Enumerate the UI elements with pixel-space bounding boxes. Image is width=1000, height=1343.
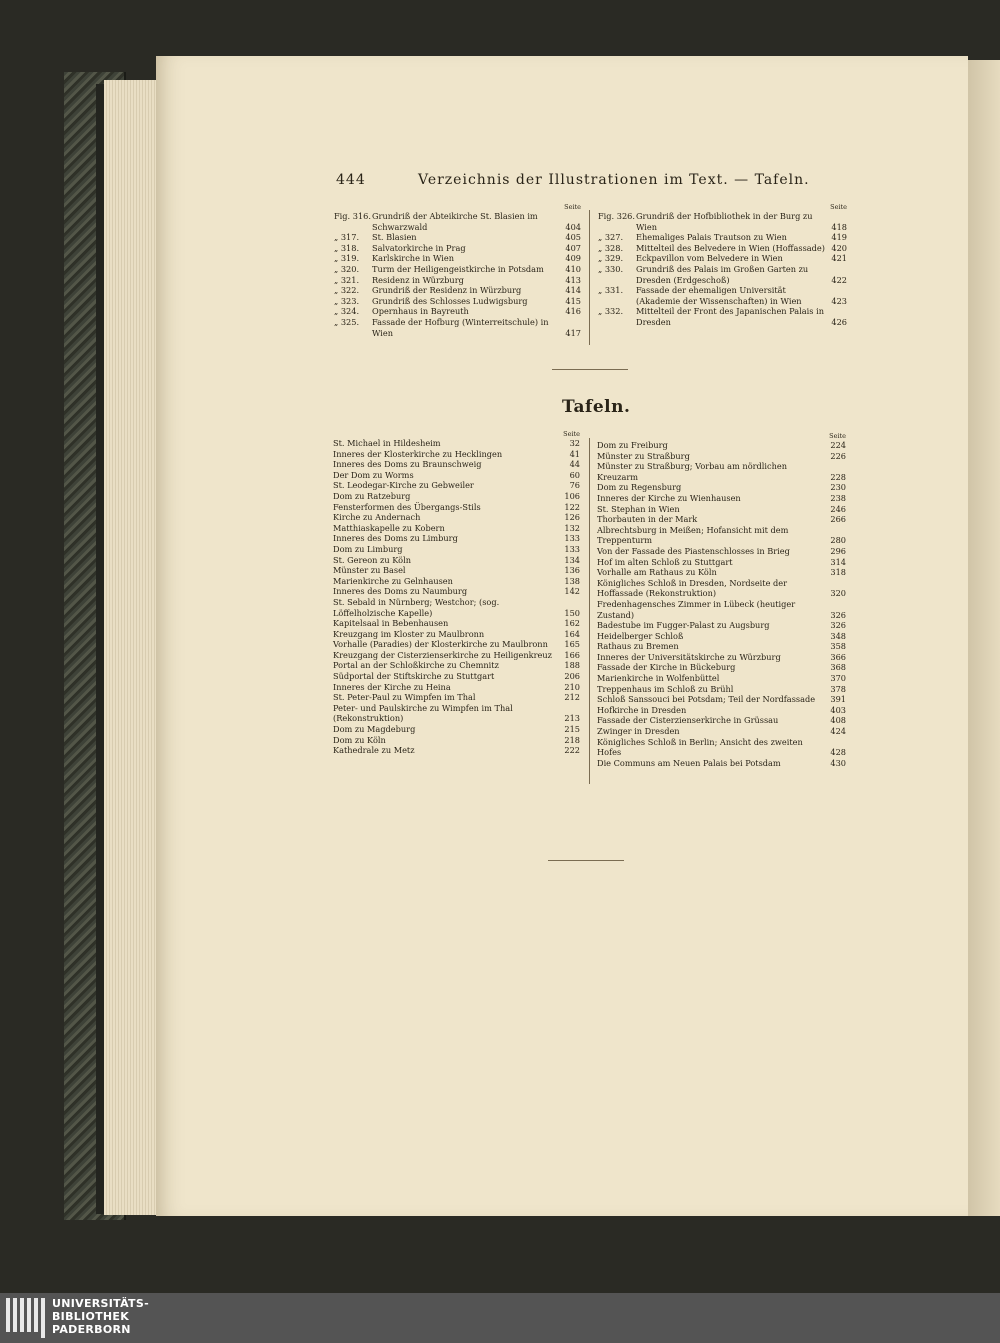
entry-title: Grundriß der Hofbibliothek in der Burg zu Wien: [636, 211, 813, 232]
entry-title: Salvatorkirche in Prag: [372, 242, 466, 253]
seite-label: Seite: [563, 430, 580, 438]
entry-page: 426: [831, 316, 847, 327]
entry-title: Kathedrale zu Metz: [333, 745, 415, 756]
list-item: [597, 504, 846, 515]
figure-number: „ 328.: [598, 242, 624, 253]
figure-number: „ 322.: [334, 285, 360, 296]
list-item: [334, 285, 581, 296]
list-item: [333, 544, 580, 555]
entry-page: 423: [831, 295, 847, 306]
entry-title: Albrechtsburg in Meißen; Hofansicht mit dem Treppenturm: [597, 524, 789, 546]
entry-title: Hofkirche in Dresden: [597, 704, 687, 715]
list-item: [333, 682, 580, 693]
entry-page: 416: [565, 306, 581, 317]
list-item: [597, 557, 846, 568]
entry-title: Grundriß des Schlosses Ludwigsburg: [372, 295, 528, 306]
entry-page: 358: [830, 641, 846, 652]
list-item: [333, 660, 580, 671]
entry-title: Vorhalle (Paradies) der Klosterkirche zu Maulbronn: [333, 639, 548, 650]
entry-title: Turm der Heiligengeistkirche in Potsdam: [372, 263, 544, 274]
entry-page: 32: [569, 438, 580, 448]
tafeln-heading: Tafeln.: [562, 397, 631, 417]
library-logo-text: UNIVERSITÄTS- BIBLIOTHEK PADERBORN: [52, 1297, 149, 1336]
list-item: [333, 586, 580, 597]
entry-title: Hof im alten Schloß zu Stuttgart: [597, 556, 733, 567]
entry-page: 238: [830, 492, 846, 503]
entry-page: 420: [831, 242, 847, 253]
entry-title: Fredenhagensches Zimmer in Lübeck (heutiger Zustand): [597, 598, 796, 620]
list-item: [333, 459, 580, 470]
list-item: [333, 745, 580, 756]
page-number: 444: [336, 172, 366, 188]
entry-title: Marienkirche in Wolfenbüttel: [597, 673, 720, 684]
entry-page: 206: [564, 671, 580, 682]
entry-page: 366: [830, 651, 846, 662]
list-item: [597, 514, 846, 525]
entry-page: 246: [830, 503, 846, 514]
entry-page: 166: [564, 649, 580, 660]
entry-page: 210: [564, 681, 580, 692]
entry-page: 409: [565, 253, 581, 264]
entry-page: 164: [564, 628, 580, 639]
tafeln-column-left: [333, 429, 580, 756]
list-item: [597, 662, 846, 673]
entry-page: 314: [830, 556, 846, 567]
figure-number: „ 331.: [598, 285, 624, 296]
entry-page: 415: [565, 295, 581, 306]
entry-title: Kapitelsaal in Bebenhausen: [333, 618, 449, 629]
figure-number: „ 323.: [334, 295, 360, 306]
entry-page: 228: [830, 471, 846, 482]
entry-page: 224: [830, 440, 846, 450]
entry-title: Thorbauten in der Mark: [597, 514, 698, 525]
entry-title: St. Blasien: [372, 232, 417, 243]
entry-page: 142: [564, 586, 580, 597]
figure-number: „ 325.: [334, 316, 360, 327]
list-item: [333, 512, 580, 523]
entry-page: 405: [565, 232, 581, 243]
entry-page: 430: [830, 757, 846, 768]
entry-title: Schloß Sanssouci bei Potsdam; Teil der Nordfassade: [597, 694, 816, 705]
seite-label: Seite: [830, 203, 847, 211]
entry-title: Heidelberger Schloß: [597, 630, 684, 641]
entry-title: Mittelteil der Front des Japanischen Palais in Dresden: [636, 306, 825, 327]
list-item: [597, 684, 846, 695]
entry-title: Ehemaliges Palais Trautson zu Wien: [636, 232, 787, 243]
entry-title: Fassade der ehemaligen Universität (Akademie der Wissenschaften) in Wien: [636, 285, 802, 306]
entry-page: 41: [569, 448, 580, 459]
entry-page: 421: [831, 253, 847, 264]
entry-title: Peter- und Paulskirche zu Wimpfen im Thal (Rekonstruktion): [333, 702, 513, 724]
list-item: [333, 502, 580, 513]
end-divider: [548, 860, 624, 861]
entry-title: Mittelteil des Belvedere in Wien (Hoffassade): [636, 242, 825, 253]
list-item: [598, 253, 847, 264]
figures-column-left: [334, 202, 581, 338]
entry-title: Münster zu Basel: [333, 565, 406, 576]
figure-number: „ 318.: [334, 242, 360, 253]
list-item: [597, 726, 846, 737]
entry-title: Matthiaskapelle zu Kobern: [333, 522, 445, 533]
page-edges: [104, 80, 164, 1215]
entry-title: Dom zu Limburg: [333, 543, 403, 554]
entry-title: Fassade der Kirche in Bückeburg: [597, 662, 736, 673]
list-item: [333, 735, 580, 746]
list-item: [334, 306, 581, 317]
entry-title: Vorhalle am Rathaus zu Köln: [597, 567, 717, 578]
tafeln-column-right: [597, 431, 846, 768]
entry-page: 413: [565, 274, 581, 285]
entry-title: Inneres der Klosterkirche zu Hecklingen: [333, 448, 503, 459]
entry-title: Dom zu Ratzeburg: [333, 490, 411, 501]
list-item: [597, 493, 846, 504]
entry-page: 378: [830, 683, 846, 694]
list-item: [334, 317, 581, 338]
entry-title: Treppenhaus im Schloß zu Brühl: [597, 683, 734, 694]
list-item: [597, 567, 846, 578]
entry-page: 404: [565, 221, 581, 232]
figure-number: „ 324.: [334, 306, 360, 317]
list-item: [597, 546, 846, 557]
entry-page: 280: [830, 535, 846, 546]
list-item: [597, 440, 846, 451]
list-item: [333, 597, 580, 618]
list-item: [333, 724, 580, 735]
entry-title: Königliches Schloß in Dresden, Nordseite der Hoffassade (Rekonstruktion): [597, 577, 788, 599]
list-item: [598, 232, 847, 243]
entry-page: 428: [830, 747, 846, 758]
entry-title: Kirche zu Andernach: [333, 512, 421, 523]
entry-title: Inneres der Kirche zu Heina: [333, 681, 451, 692]
entry-page: 417: [565, 327, 581, 338]
entry-page: 226: [830, 450, 846, 461]
figure-number: „ 329.: [598, 253, 624, 264]
list-item: [333, 576, 580, 587]
entry-page: 326: [830, 609, 846, 620]
entry-title: Rathaus zu Bremen: [597, 641, 679, 652]
list-item: [597, 525, 846, 546]
entry-page: 76: [569, 480, 580, 491]
list-item: [597, 737, 846, 758]
entry-page: 368: [830, 662, 846, 673]
entry-title: Badestube im Fugger-Palast zu Augsburg: [597, 620, 770, 631]
entry-page: 419: [831, 232, 847, 243]
entry-title: Grundriß der Residenz in Würzburg: [372, 285, 522, 296]
entry-page: 136: [564, 565, 580, 576]
entry-title: Münster zu Straßburg; Vorbau am nördlichen Kreuzarm: [597, 461, 787, 482]
list-item: [333, 671, 580, 682]
list-item: [597, 451, 846, 462]
list-item: [333, 480, 580, 491]
list-item: [333, 692, 580, 703]
list-item: [597, 715, 846, 726]
figure-number: „ 321.: [334, 274, 360, 285]
entry-page: 318: [830, 567, 846, 578]
entry-title: Fassade der Hofburg (Winterreitschule) in Wien: [372, 316, 549, 338]
list-item: [333, 555, 580, 566]
entry-page: 370: [830, 673, 846, 684]
figure-number: „ 317.: [334, 232, 360, 243]
entry-page: 122: [564, 501, 580, 512]
entry-page: 348: [830, 630, 846, 641]
list-item: [598, 211, 847, 232]
entry-page: 150: [564, 607, 580, 618]
entry-page: 165: [564, 639, 580, 650]
seite-label: Seite: [564, 203, 581, 211]
entry-page: 266: [830, 514, 846, 525]
column-divider: [589, 210, 590, 345]
entry-page: 407: [565, 242, 581, 253]
entry-title: Inneres des Doms zu Limburg: [333, 533, 458, 544]
list-item: [598, 285, 847, 306]
header-title: Verzeichnis der Illustrationen im Text. — Tafeln.: [418, 172, 810, 188]
entry-page: 230: [830, 482, 846, 493]
entry-page: 296: [830, 545, 846, 556]
figure-number: „ 320.: [334, 263, 360, 274]
list-item: [597, 631, 846, 642]
library-logo-icon: [6, 1298, 46, 1338]
entry-title: Inneres der Universitätskirche zu Würzburg: [597, 651, 781, 662]
figure-number: Fig. 326.: [598, 211, 635, 221]
list-item: [333, 629, 580, 640]
figures-column-right: [598, 202, 847, 328]
list-item: [334, 211, 581, 232]
entry-title: St. Sebald in Nürnberg; Westchor; (sog. Löffelholzische Kapelle): [333, 596, 500, 618]
entry-page: 132: [564, 522, 580, 533]
facing-page-edge: [966, 60, 1000, 1216]
entry-page: 106: [564, 490, 580, 501]
entry-page: 218: [564, 734, 580, 745]
entry-title: Inneres des Doms zu Naumburg: [333, 586, 468, 597]
section-divider: [552, 369, 628, 370]
entry-title: Dom zu Freiburg: [597, 440, 668, 450]
entry-title: Zwinger in Dresden: [597, 726, 680, 737]
entry-page: 162: [564, 618, 580, 629]
entry-page: 410: [565, 263, 581, 274]
list-item: [597, 673, 846, 684]
entry-page: 134: [564, 554, 580, 565]
list-item: [334, 264, 581, 275]
list-item: [333, 491, 580, 502]
figure-number: „ 327.: [598, 232, 624, 243]
entry-page: 391: [830, 694, 846, 705]
entry-page: 213: [564, 713, 580, 724]
list-item: [597, 482, 846, 493]
entry-title: Eckpavillon vom Belvedere in Wien: [636, 253, 783, 264]
list-item: [333, 639, 580, 650]
list-item: [597, 705, 846, 716]
entry-page: 44: [569, 459, 580, 470]
entry-title: St. Leodegar-Kirche zu Gebweiler: [333, 480, 474, 491]
entry-title: Südportal der Stiftskirche zu Stuttgart: [333, 671, 495, 682]
list-item: [334, 275, 581, 286]
entry-title: Die Communs am Neuen Palais bei Potsdam: [597, 757, 781, 768]
entry-page: 418: [831, 221, 847, 232]
figure-number: „ 332.: [598, 306, 624, 317]
entry-title: Münster zu Straßburg: [597, 450, 690, 461]
list-item: [334, 232, 581, 243]
entry-title: Dom zu Magdeburg: [333, 724, 416, 735]
list-item: [597, 694, 846, 705]
entry-page: 414: [565, 285, 581, 296]
list-item: [597, 758, 846, 769]
entry-title: Inneres der Kirche zu Wienhausen: [597, 492, 741, 503]
entry-page: 212: [564, 692, 580, 703]
list-item: [597, 461, 846, 482]
entry-page: 320: [830, 588, 846, 599]
entry-title: Grundriß des Palais im Großen Garten zu Dresden (Erdgeschoß): [636, 263, 809, 285]
list-item: [597, 620, 846, 631]
entry-page: 133: [564, 533, 580, 544]
entry-title: Dom zu Köln: [333, 734, 386, 745]
list-item: [333, 703, 580, 724]
seite-label: Seite: [829, 432, 846, 440]
list-item: [333, 533, 580, 544]
list-item: [597, 599, 846, 620]
column-divider: [589, 438, 590, 784]
entry-title: Dom zu Regensburg: [597, 482, 682, 493]
list-item: [334, 253, 581, 264]
list-item: [598, 264, 847, 285]
entry-page: 188: [564, 660, 580, 671]
entry-title: St. Stephan in Wien: [597, 503, 680, 514]
list-item: [597, 578, 846, 599]
entry-title: Kreuzgang der Cisterzienserkirche zu Heiligenkreuz: [333, 649, 552, 660]
list-item: [598, 243, 847, 254]
entry-page: 138: [564, 575, 580, 586]
figure-number: „ 319.: [334, 253, 360, 264]
list-item: [333, 438, 580, 449]
entry-page: 215: [564, 724, 580, 735]
entry-title: Marienkirche zu Gelnhausen: [333, 575, 453, 586]
entry-title: Kreuzgang im Kloster zu Maulbronn: [333, 628, 485, 639]
entry-title: Königliches Schloß in Berlin; Ansicht des zweiten Hofes: [597, 736, 803, 758]
entry-title: Portal an der Schloßkirche zu Chemnitz: [333, 660, 499, 671]
entry-title: St. Peter-Paul zu Wimpfen im Thal: [333, 692, 476, 703]
entry-page: 422: [831, 274, 847, 285]
list-item: [333, 470, 580, 481]
list-item: [597, 652, 846, 663]
entry-title: Opernhaus in Bayreuth: [372, 306, 469, 317]
entry-title: Von der Fassade des Piastenschlosses in Brieg: [597, 545, 790, 556]
entry-page: 133: [564, 543, 580, 554]
list-item: [334, 243, 581, 254]
entry-page: 403: [830, 704, 846, 715]
entry-page: 222: [564, 745, 580, 756]
figure-number: „ 330.: [598, 263, 624, 274]
list-item: [334, 296, 581, 307]
entry-page: 60: [569, 469, 580, 480]
list-item: [333, 650, 580, 661]
entry-title: St. Gereon zu Köln: [333, 554, 411, 565]
list-item: [598, 306, 847, 327]
entry-page: 408: [830, 715, 846, 726]
list-item: [597, 641, 846, 652]
entry-page: 326: [830, 620, 846, 631]
list-item: [333, 449, 580, 460]
entry-title: Der Dom zu Worms: [333, 469, 414, 480]
entry-page: 126: [564, 512, 580, 523]
list-item: [333, 618, 580, 629]
entry-title: St. Michael in Hildesheim: [333, 438, 441, 448]
entry-title: Fensterformen des Übergangs-Stils: [333, 501, 481, 512]
entry-title: Grundriß der Abteikirche St. Blasien im Schwarzwald: [372, 211, 538, 232]
figure-number: Fig. 316.: [334, 211, 371, 221]
entry-title: Residenz in Würzburg: [372, 274, 464, 285]
entry-title: Karlskirche in Wien: [372, 253, 455, 264]
entry-title: Inneres des Doms zu Braunschweig: [333, 459, 482, 470]
list-item: [333, 523, 580, 534]
library-footer: [0, 1293, 1000, 1343]
entry-page: 424: [830, 726, 846, 737]
entry-title: Fassade der Cisterzienserkirche in Grüssau: [597, 715, 779, 726]
list-item: [333, 565, 580, 576]
